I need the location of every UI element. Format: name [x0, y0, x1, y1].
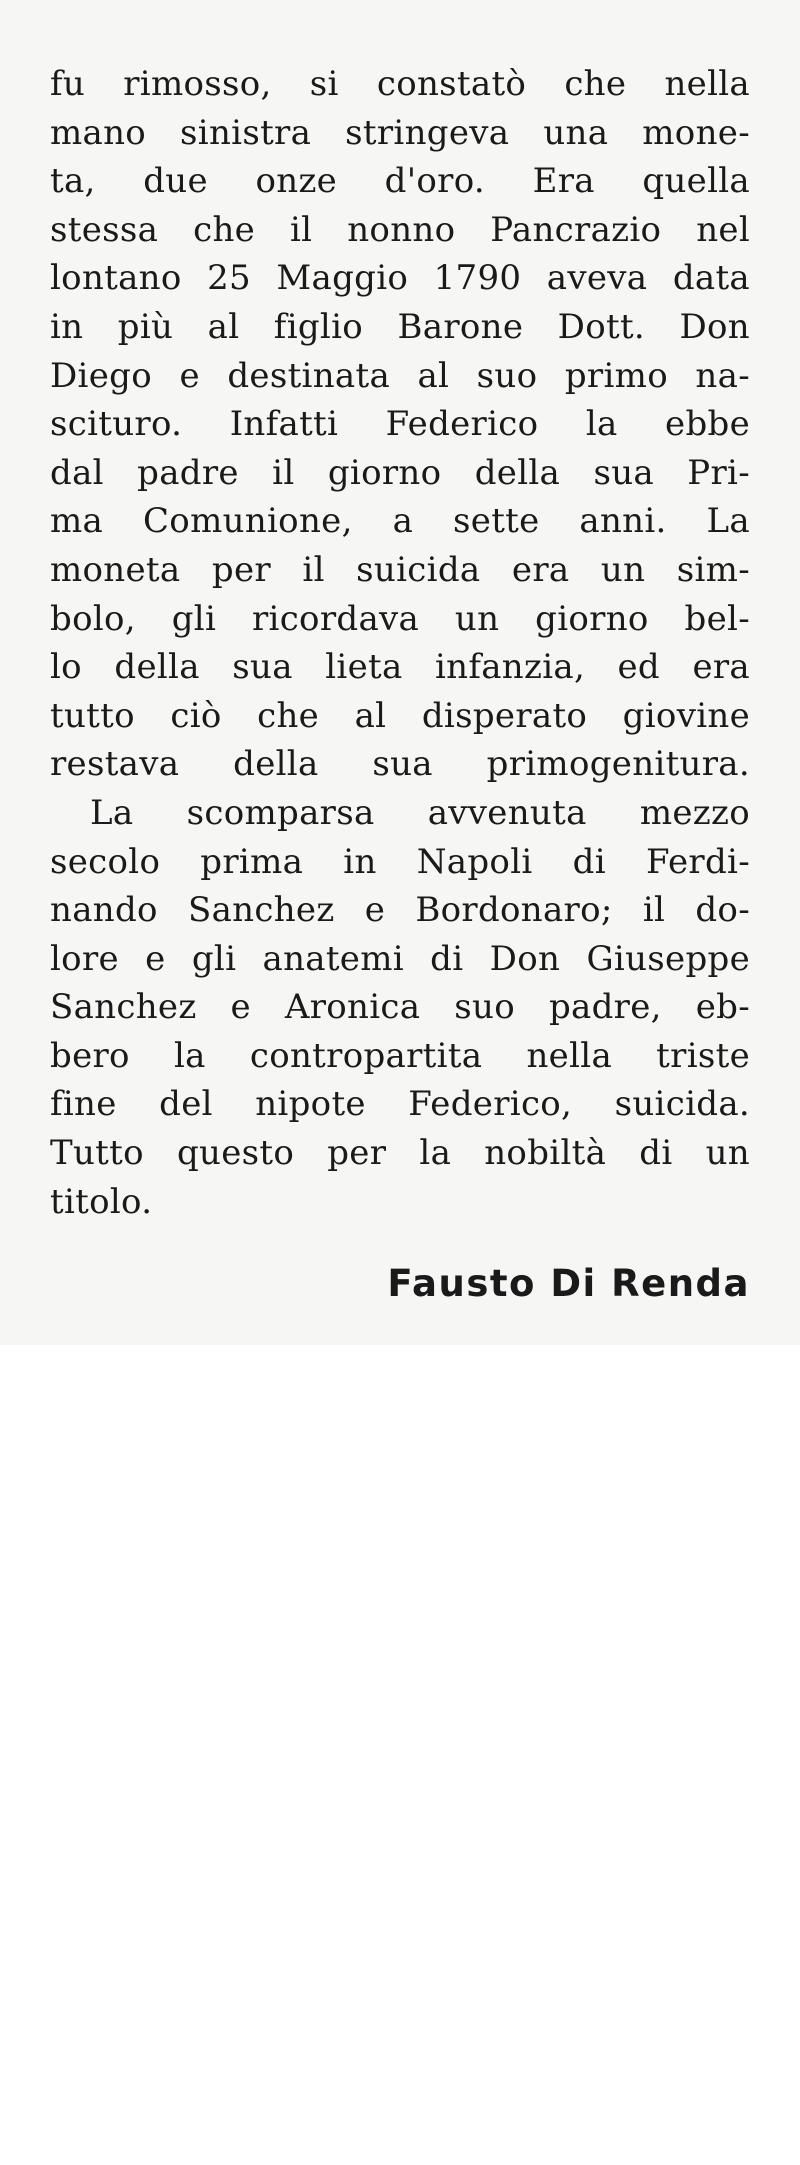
text-line: stessa che il nonno Pancrazio nel: [50, 209, 750, 250]
text-line: lo della sua lieta infanzia, ed era: [50, 647, 750, 688]
text-line: lore e gli anatemi di Don Giuseppe: [50, 938, 750, 979]
paragraph-1: [50, 60, 750, 789]
paragraph-2: [50, 789, 750, 1226]
article-column: [50, 60, 750, 1226]
text-line: Sanchez e Aronica suo padre, eb-: [50, 987, 750, 1028]
text-line: ma Comunione, a sette anni. La: [50, 501, 750, 542]
text-line: fine del nipote Federico, suicida.: [50, 1084, 750, 1125]
text-line: dal padre il giorno della sua Pri-: [50, 452, 750, 493]
text-line: scituro. Infatti Federico la ebbe: [50, 404, 750, 445]
text-line: Diego e destinata al suo primo na-: [50, 355, 750, 396]
text-line: mano sinistra stringeva una mone-: [50, 112, 750, 153]
text-line: bero la contropartita nella triste: [50, 1035, 750, 1076]
text-line: bolo, gli ricordava un giorno bel-: [50, 598, 750, 639]
text-line: La scomparsa avvenuta mezzo: [90, 792, 750, 833]
text-line: tutto ciò che al disperato giovine: [50, 695, 750, 736]
text-line: in più al figlio Barone Dott. Don: [50, 306, 750, 347]
text-line: moneta per il suicida era un sim-: [50, 549, 750, 590]
author-signature: Fausto Di Renda: [387, 1262, 750, 1305]
text-line: fu rimosso, si constatò che nella: [50, 64, 750, 104]
text-line: lontano 25 Maggio 1790 aveva data: [50, 258, 750, 299]
text-line: ta, due onze d'oro. Era quella: [50, 161, 750, 202]
text-line: Tutto questo per la nobiltà di un: [50, 1133, 750, 1174]
text-line: secolo prima in Napoli di Ferdi-: [50, 841, 750, 882]
text-line: nando Sanchez e Bordonaro; il do-: [50, 890, 750, 931]
text-line: restava della sua primogenitura.: [50, 744, 750, 785]
text-line: titolo.: [50, 1181, 153, 1222]
